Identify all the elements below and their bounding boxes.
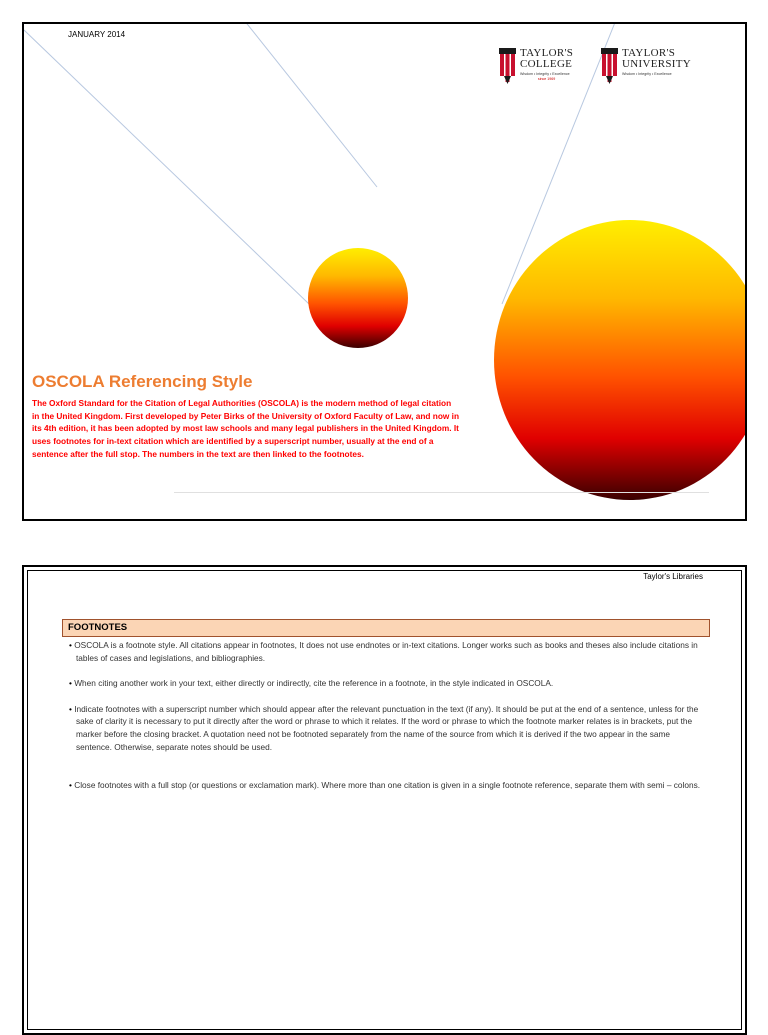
footnote-guidelines-list: [64, 639, 704, 792]
taylors-university-logo: [601, 48, 691, 84]
logo-name-line1: TAYLOR'S: [520, 47, 574, 59]
bullet-icon: •: [69, 640, 75, 650]
document-page-1: [22, 22, 747, 521]
divider: [174, 492, 709, 493]
taylors-crest-icon: [499, 48, 516, 84]
list-item-text: OSCOLA is a footnote style. All citations appear in footnotes, It does not use endnotes or in-text citations. Longer works such as books and theses also include citations in tables of cases and legislations, and bibliographies.: [74, 640, 698, 663]
list-item-text: Indicate footnotes with a superscript number which should appear after the relevant punctuation in the text (if any). It should be put at the end of a sentence, unless for the sake of clarity it is necessary to put it directly after the word or phrase to which it relates. If the word or phrase to which the footnote marker relates is in brackets, put the marker before the closing bracket. A quotation need not be footnoted separately from the name of the source from which it is derived if the two appear in the same sentence. Otherwise, separate notes should be used.: [74, 703, 699, 752]
logo-since: since 1969: [537, 77, 556, 81]
bullet-icon: •: [69, 780, 75, 791]
page-header: Taylor's Libraries: [643, 572, 703, 581]
list-item: [64, 779, 704, 792]
page-title: OSCOLA Referencing Style: [32, 372, 253, 391]
document-page-2: [22, 565, 747, 1035]
logo-tagline: Wisdom • Integrity • Excellence: [622, 72, 672, 76]
logo-tagline: Wisdom • Integrity • Excellence: [520, 72, 570, 76]
small-gradient-sphere: [308, 248, 408, 348]
logo-name-line1: TAYLOR'S: [622, 47, 676, 59]
list-item-text: Close footnotes with a full stop (or questions or exclamation mark). Where more than one citation is given in a single footnote reference, separate them with semi – colons.: [74, 780, 701, 791]
logo-name-line2: COLLEGE: [520, 58, 573, 70]
list-item: [64, 677, 704, 690]
document-date: JANUARY 2014: [68, 30, 126, 39]
bullet-icon: •: [69, 703, 75, 714]
large-gradient-sphere: [494, 220, 747, 500]
logo-name-line2: UNIVERSITY: [622, 58, 691, 70]
list-item-text: When citing another work in your text, either directly or indirectly, cite the reference in a footnote, in the style indicated in OSCOLA.: [74, 678, 554, 689]
list-item: [64, 703, 704, 753]
section-heading: FOOTNOTES: [62, 619, 710, 637]
list-item: [64, 639, 704, 664]
bullet-icon: •: [69, 678, 75, 689]
intro-paragraph: The Oxford Standard for the Citation of Legal Authorities (OSCOLA) is the modern method of legal citation in the United Kingdom. First developed by Peter Birks of the University of Oxford Faculty of Law, and now in its 4th edition, it has been adopted by most law schools and many legal publishers in the United Kingdom. It uses footnotes for in-text citation which are identified by a superscript number, usually at the end of a sentence after the full stop. The numbers in the text are then linked to the footnotes.: [32, 398, 460, 459]
taylors-crest-icon: [601, 48, 618, 84]
taylors-college-logo: [499, 48, 573, 84]
